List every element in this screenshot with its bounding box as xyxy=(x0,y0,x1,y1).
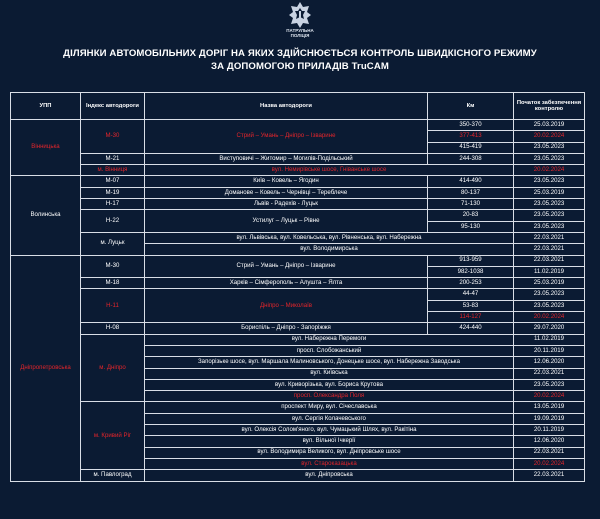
date-cell: 19.09.2019 xyxy=(514,413,585,424)
date-cell: 29.07.2020 xyxy=(514,323,585,334)
table-row xyxy=(11,176,585,187)
speed-control-table xyxy=(10,92,585,482)
date-cell: 20.11.2019 xyxy=(514,425,585,436)
km-cell: 982-1038 xyxy=(428,266,514,277)
date-cell: 25.03.2019 xyxy=(514,187,585,198)
road-name-cell: проспект Миру, вул. Січеславська xyxy=(145,402,514,413)
index-cell: м. Вінниця xyxy=(81,165,145,176)
date-cell: 23.05.2023 xyxy=(514,210,585,221)
police-logo xyxy=(276,2,324,48)
road-name-cell: вул. Староказацька xyxy=(145,458,514,469)
km-cell: 350-370 xyxy=(428,120,514,131)
km-cell: 913-959 xyxy=(428,255,514,266)
index-cell: М-19 xyxy=(81,187,145,198)
index-cell: М-21 xyxy=(81,153,145,164)
table-row xyxy=(11,165,585,176)
date-cell: 23.05.2023 xyxy=(514,289,585,300)
table-row xyxy=(11,255,585,266)
index-cell: Н-08 xyxy=(81,323,145,334)
table-row xyxy=(11,199,585,210)
index-cell: м. Луцьк xyxy=(81,232,145,255)
km-cell: 71-130 xyxy=(428,199,514,210)
date-cell: 22.03.2021 xyxy=(514,447,585,458)
title-line-2: ЗА ДОПОМОГОЮ ПРИЛАДІВ TruCAM xyxy=(211,61,389,72)
road-name-cell: вул. Київська xyxy=(145,368,514,379)
index-cell: Н-17 xyxy=(81,199,145,210)
date-cell: 20.02.2024 xyxy=(514,312,585,323)
table-row xyxy=(11,187,585,198)
table-header-row xyxy=(11,93,585,120)
road-name-cell: Бориспіль – Дніпро - Запоріжжя xyxy=(145,323,428,334)
road-name-cell: Київ – Ковель – Ягодин xyxy=(145,176,428,187)
table-row xyxy=(11,278,585,289)
road-name-cell: вул. Володимирська xyxy=(145,244,514,255)
road-name-cell: Запорізьке шосе, вул. Маршала Малиновського, Донецьке шосе, вул. Набережна Заводська xyxy=(145,357,514,368)
date-cell: 25.03.2019 xyxy=(514,278,585,289)
index-cell: М-07 xyxy=(81,176,145,187)
date-cell: 13.05.2019 xyxy=(514,402,585,413)
logo-text-line1: ПАТРУЛЬНА xyxy=(286,28,314,33)
date-cell: 20.02.2024 xyxy=(514,458,585,469)
km-cell: 414-490 xyxy=(428,176,514,187)
date-cell: 23.05.2023 xyxy=(514,300,585,311)
road-name-cell: Дніпро – Миколаїв xyxy=(145,289,428,323)
index-cell: М-18 xyxy=(81,278,145,289)
header-name: Назва автодороги xyxy=(145,93,428,120)
road-name-cell: вул. Набережна Перемоги xyxy=(145,334,514,345)
index-cell: м. Павлоград xyxy=(81,470,145,481)
date-cell: 12.06.2020 xyxy=(514,357,585,368)
page-title xyxy=(0,47,600,73)
table-row xyxy=(11,334,585,345)
km-cell: 114-127 xyxy=(428,312,514,323)
region-cell: Дніпропетровська xyxy=(11,255,81,481)
table-row xyxy=(11,323,585,334)
date-cell: 22.03.2021 xyxy=(514,368,585,379)
km-cell: 95-130 xyxy=(428,221,514,232)
date-cell: 23.05.2023 xyxy=(514,199,585,210)
police-badge-icon xyxy=(289,2,311,28)
road-name-cell: вул. Володимира Великого, вул. Дніпровське шосе xyxy=(145,447,514,458)
date-cell: 25.03.2019 xyxy=(514,120,585,131)
date-cell: 23.05.2023 xyxy=(514,153,585,164)
km-cell: 44-47 xyxy=(428,289,514,300)
date-cell: 11.02.2019 xyxy=(514,266,585,277)
date-cell: 20.02.2024 xyxy=(514,131,585,142)
table-row xyxy=(11,402,585,413)
table-row xyxy=(11,470,585,481)
road-name-cell: просп. Слобожанський xyxy=(145,345,514,356)
region-cell: Вінницька xyxy=(11,120,81,176)
table-row xyxy=(11,210,585,221)
km-cell: 200-253 xyxy=(428,278,514,289)
road-name-cell: Львів - Радехів - Луцьк xyxy=(145,199,428,210)
road-name-cell: Стрий – Умань – Дніпро – Ізварине xyxy=(145,255,428,278)
index-cell: м. Дніпро xyxy=(81,334,145,402)
index-cell: Н-22 xyxy=(81,210,145,233)
table-row xyxy=(11,289,585,300)
road-name-cell: вул. Сергія Колачевського xyxy=(145,413,514,424)
road-name-cell: Устилуг – Луцьк – Рівне xyxy=(145,210,428,233)
date-cell: 23.05.2023 xyxy=(514,176,585,187)
index-cell: М-30 xyxy=(81,120,145,154)
index-cell: М-30 xyxy=(81,255,145,278)
date-cell: 11.02.2019 xyxy=(514,334,585,345)
header-date: Початок забезпечення контролю xyxy=(514,93,585,120)
header-km: Км xyxy=(428,93,514,120)
date-cell: 22.03.2021 xyxy=(514,244,585,255)
road-name-cell: просп. Олександра Поля xyxy=(145,391,514,402)
index-cell: м. Кривий Ріг xyxy=(81,402,145,470)
road-name-cell: вул. Дніпровська xyxy=(145,470,514,481)
road-name-cell: вул. Криворізька, вул. Бориса Крутова xyxy=(145,379,514,390)
road-name-cell: Доманове – Ковель – Чернівці – Тереблече xyxy=(145,187,428,198)
road-name-cell: вул. Вільної Ічкерії xyxy=(145,436,514,447)
date-cell: 20.11.2019 xyxy=(514,345,585,356)
region-cell: Волинська xyxy=(11,176,81,255)
date-cell: 22.03.2021 xyxy=(514,255,585,266)
date-cell: 23.05.2023 xyxy=(514,379,585,390)
road-name-cell: вул. Львівська, вул. Ковельська, вул. Рівненська, вул. Набережна xyxy=(145,232,514,243)
date-cell: 20.02.2024 xyxy=(514,391,585,402)
road-name-cell: Харків – Сімферополь – Алушта – Ялта xyxy=(145,278,428,289)
km-cell: 53-83 xyxy=(428,300,514,311)
date-cell: 22.03.2021 xyxy=(514,470,585,481)
title-line-1: ДІЛЯНКИ АВТОМОБІЛЬНИХ ДОРІГ НА ЯКИХ ЗДІЙСНЮЄТЬСЯ КОНТРОЛЬ ШВИДКІСНОГО РЕЖИМУ xyxy=(63,48,537,59)
km-cell: 20-83 xyxy=(428,210,514,221)
km-cell: 80-137 xyxy=(428,187,514,198)
header-upp: УПП xyxy=(11,93,81,120)
date-cell: 23.05.2023 xyxy=(514,221,585,232)
road-name-cell: вул. Немирівське шосе, Гніванське шосе xyxy=(145,165,514,176)
km-cell: 415-419 xyxy=(428,142,514,153)
date-cell: 23.05.2023 xyxy=(514,142,585,153)
km-cell: 424-440 xyxy=(428,323,514,334)
table-row xyxy=(11,232,585,243)
header-index: Індекс автодороги xyxy=(81,93,145,120)
km-cell: 377-413 xyxy=(428,131,514,142)
index-cell: Н-11 xyxy=(81,289,145,323)
road-name-cell: вул. Олексія Солом'яного, вул. Чумацький Шлях, вул. Ракітіна xyxy=(145,425,514,436)
table-row xyxy=(11,120,585,131)
km-cell: 244-308 xyxy=(428,153,514,164)
logo-text-line2: ПОЛІЦІЯ xyxy=(290,33,310,38)
table-row xyxy=(11,153,585,164)
date-cell: 12.06.2020 xyxy=(514,436,585,447)
road-name-cell: Виступовичі – Житомир – Могилів-Подільський xyxy=(145,153,428,164)
date-cell: 22.03.2021 xyxy=(514,232,585,243)
road-name-cell: Стрий – Умань – Дніпро – Ізварине xyxy=(145,120,428,154)
date-cell: 20.02.2024 xyxy=(514,165,585,176)
